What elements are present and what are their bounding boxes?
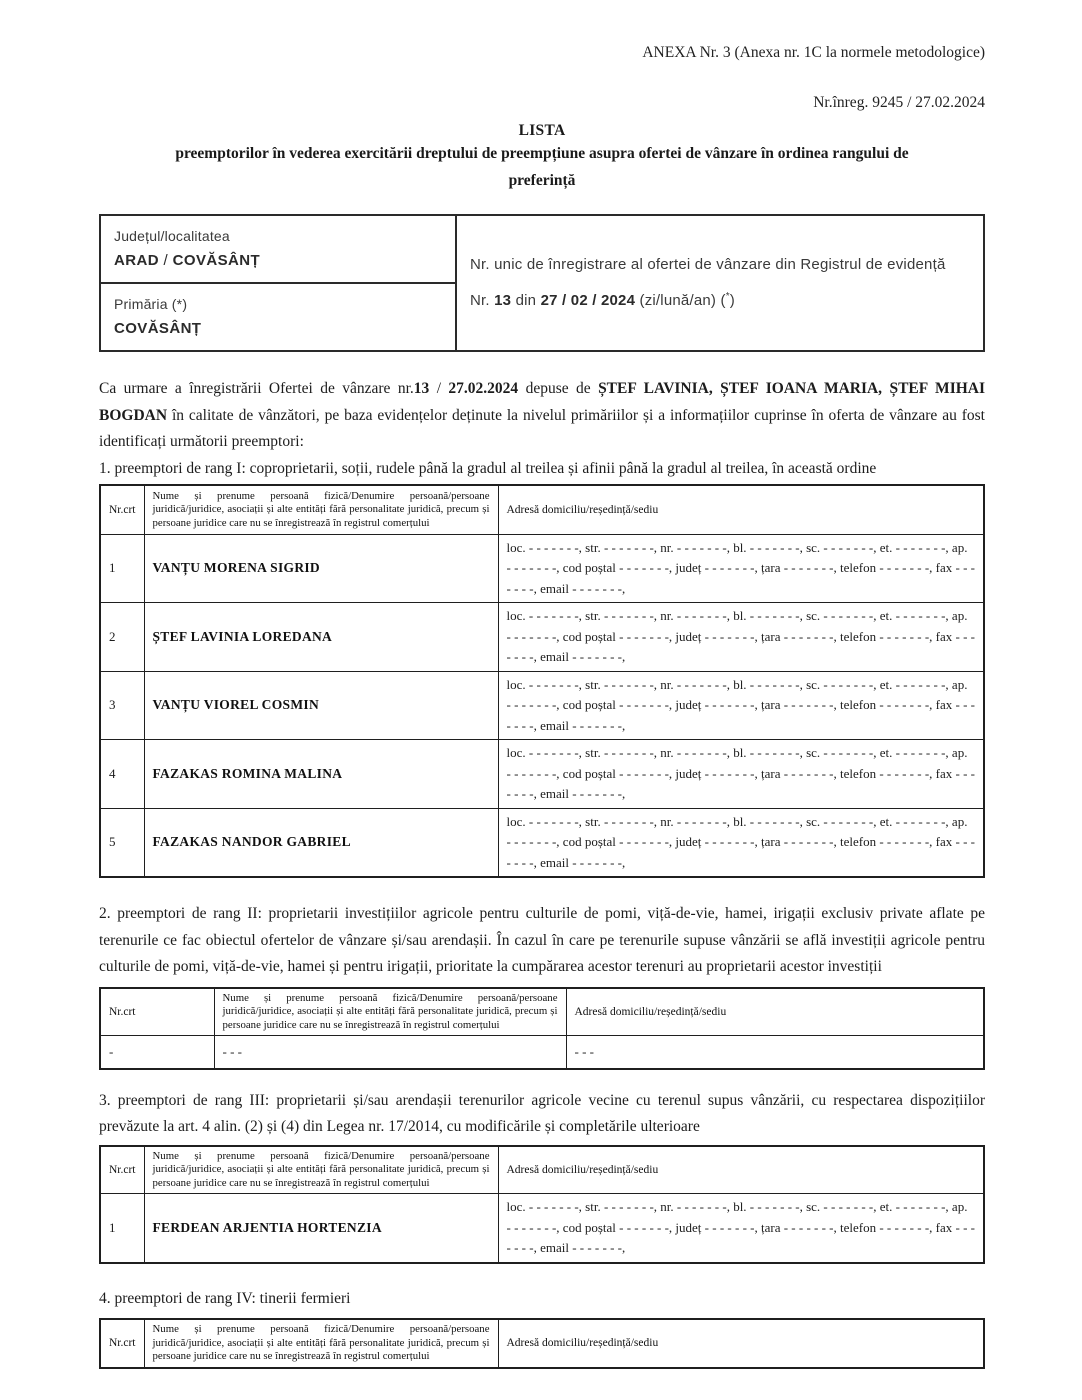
- row-number: 3: [100, 671, 144, 740]
- document-subtitle: [99, 140, 985, 194]
- person-address: - - -: [566, 1036, 984, 1069]
- county-name: ARAD: [114, 252, 159, 269]
- nr-label: Nr.: [470, 292, 495, 309]
- person-address: loc. - - - - - - -, str. - - - - - - -, nr. - - - - - - -, bl. - - - - - - -, sc. - - - - - - -, et. - - - - - - -, ap. - - - - - - -, cod poștal - - - - - - -, județ - - - - - - -, țara - - - - - - -, telefon - - - - - - -, fax - - - - - - -, email - - - - - - -,: [498, 808, 984, 877]
- document-title: LISTA: [518, 122, 566, 139]
- header-address: Adresă domiciliu/reședință/sediu: [566, 988, 984, 1036]
- table-header-row: [100, 988, 984, 1036]
- intro-separator: /: [429, 380, 449, 397]
- table-row: [100, 808, 984, 877]
- row-number: 5: [100, 808, 144, 877]
- person-address: loc. - - - - - - -, str. - - - - - - -, nr. - - - - - - -, bl. - - - - - - -, sc. - - - - - - -, et. - - - - - - -, ap. - - - - - - -, cod poștal - - - - - - -, județ - - - - - - -, țara - - - - - - -, telefon - - - - - - -, fax - - - - - - -, email - - - - - - -,: [498, 671, 984, 740]
- header-nrcrt: Nr.crt: [100, 1146, 144, 1194]
- rang4-table: [99, 1318, 985, 1369]
- table-header-row: [100, 1146, 984, 1194]
- section-rang2-heading: 2. preemptori de rang II: proprietarii investițiilor agricole pentru culturile de pomi, viță-de-vie, hamei, irigații exclusiv private aflate pe terenurile ce fac obiectul ofertelor de vânzare și/sau arendașii. În cazul în care pe terenurile supuse vânzării se află investiții agricole pentru culturile de pomi, viță-de-vie, hamei și pentru irigații, prioritate la cumpărarea acestor terenuri au proprietarii acestor investiții: [99, 905, 985, 975]
- cityhall-label: Primăria (*): [114, 296, 188, 312]
- header-address: Adresă domiciliu/reședință/sediu: [498, 1319, 984, 1368]
- table-row: [100, 603, 984, 672]
- header-name: Nume și prenume persoană fizică/Denumire persoană/persoane juridică/juridice, asociații și alte entități fără personalitate juridică, precum și persoane juridice care nu se înregistrează în registrul comerțului: [214, 988, 566, 1036]
- header-name: Nume și prenume persoană fizică/Denumire persoană/persoane juridică/juridice, asociații și alte entități fără personalitate juridică, precum și persoane juridice care nu se înregistrează în registrul comerțului: [144, 1146, 498, 1194]
- row-number: 1: [100, 1194, 144, 1263]
- cityhall-cell: [100, 283, 456, 351]
- header-nrcrt: Nr.crt: [100, 1319, 144, 1368]
- footnote-star: *: [725, 291, 730, 302]
- registration-number-line: [470, 282, 970, 316]
- person-name: ȘTEF LAVINIA LOREDANA: [144, 603, 498, 672]
- person-address: loc. - - - - - - -, str. - - - - - - -, nr. - - - - - - -, bl. - - - - - - -, sc. - - - - - - -, et. - - - - - - -, ap. - - - - - - -, cod poștal - - - - - - -, județ - - - - - - -, țara - - - - - - -, telefon - - - - - - -, fax - - - - - - -, email - - - - - - -,: [498, 740, 984, 809]
- date-format-note: (zi/lună/an) (: [635, 292, 726, 309]
- person-address: loc. - - - - - - -, str. - - - - - - -, nr. - - - - - - -, bl. - - - - - - -, sc. - - - - - - -, et. - - - - - - -, ap. - - - - - - -, cod poștal - - - - - - -, județ - - - - - - -, țara - - - - - - -, telefon - - - - - - -, fax - - - - - - -, email - - - - - - -,: [498, 1194, 984, 1263]
- header-name: Nume și prenume persoană fizică/Denumire persoană/persoane juridică/juridice, asociații și alte entități fără personalitate juridică, precum și persoane juridice care nu se înregistrează în registrul comerțului: [144, 1319, 498, 1368]
- table-header-row: [100, 485, 984, 534]
- table-row: [100, 1036, 984, 1069]
- header-nrcrt: Nr.crt: [100, 988, 214, 1036]
- header-name: Nume și prenume persoană fizică/Denumire persoană/persoane juridică/juridice, asociații și alte entități fără personalitate juridică, precum și persoane juridice care nu se înregistrează în registrul comerțului: [144, 485, 498, 534]
- row-number: -: [100, 1036, 214, 1069]
- table-row: [100, 671, 984, 740]
- section-rang4-heading: 4. preemptori de rang IV: tinerii fermieri: [99, 1289, 351, 1307]
- table-header-row: [100, 1319, 984, 1368]
- unique-registration-label: Nr. unic de înregistrare al ofertei de vânzare din Registrul de evidență: [470, 256, 946, 273]
- registration-info-table: [99, 214, 985, 352]
- cityhall-value: COVĂSÂNȚ: [114, 320, 202, 337]
- person-address: loc. - - - - - - -, str. - - - - - - -, nr. - - - - - - -, bl. - - - - - - -, sc. - - - - - - -, et. - - - - - - -, ap. - - - - - - -, cod poștal - - - - - - -, județ - - - - - - -, țara - - - - - - -, telefon - - - - - - -, fax - - - - - - -, email - - - - - - -,: [498, 603, 984, 672]
- row-number: 4: [100, 740, 144, 809]
- registration-note: Nr.înreg. 9245 / 27.02.2024: [813, 94, 985, 111]
- registration-date: 27 / 02 / 2024: [540, 292, 636, 309]
- locality-name: COVĂSÂNȚ: [172, 252, 261, 269]
- header-address: Adresă domiciliu/reședință/sediu: [498, 485, 984, 534]
- person-name: FERDEAN ARJENTIA HORTENZIA: [144, 1194, 498, 1263]
- table-row: [100, 534, 984, 603]
- person-name: - - -: [214, 1036, 566, 1069]
- unique-registration-cell: [456, 215, 984, 351]
- county-value: [114, 248, 442, 274]
- intro-paragraph: [99, 376, 985, 456]
- table-row: [100, 1194, 984, 1263]
- county-separator: /: [158, 252, 173, 269]
- county-label: Județul/localitatea: [114, 228, 230, 244]
- person-name: FAZAKAS ROMINA MALINA: [144, 740, 498, 809]
- offer-date: 27.02.2024: [448, 380, 519, 397]
- county-cell: [100, 215, 456, 283]
- offer-number: 13: [413, 380, 430, 397]
- section-rang3-heading: 3. preemptori de rang III: proprietarii și/sau arendașii terenurilor agricole vecine cu terenul supus vânzării, cu respectarea dispozițiilor prevăzute la art. 4 alin. (2) și (4) din Legea nr. 17/2014, cu modificările și completările ulterioare: [99, 1091, 985, 1135]
- paren-close: ): [729, 292, 735, 309]
- person-name: VANȚU MORENA SIGRID: [144, 534, 498, 603]
- din-label: din: [511, 292, 541, 309]
- person-address: loc. - - - - - - -, str. - - - - - - -, nr. - - - - - - -, bl. - - - - - - -, sc. - - - - - - -, et. - - - - - - -, ap. - - - - - - -, cod poștal - - - - - - -, județ - - - - - - -, țara - - - - - - -, telefon - - - - - - -, fax - - - - - - -, email - - - - - - -,: [498, 534, 984, 603]
- intro-text-1: Ca urmare a înregistrării Ofertei de vânzare nr.: [99, 380, 414, 397]
- person-name: VANȚU VIOREL COSMIN: [144, 671, 498, 740]
- subtitle-line-2: preferință: [508, 172, 576, 189]
- intro-text-3: în calitate de vânzători, pe baza evidențelor deținute la nivelul primăriilor și a informațiilor cuprinse în oferta de vânzare au fost identificați următorii preemptori:: [99, 406, 985, 450]
- table-row: [100, 740, 984, 809]
- person-name: FAZAKAS NANDOR GABRIEL: [144, 808, 498, 877]
- rang2-table: [99, 987, 985, 1070]
- registration-number: 13: [494, 292, 512, 309]
- rang3-table: [99, 1145, 985, 1264]
- header-address: Adresă domiciliu/reședință/sediu: [498, 1146, 984, 1194]
- row-number: 2: [100, 603, 144, 672]
- anexa-note: ANEXA Nr. 3 (Anexa nr. 1C la normele metodologice): [642, 44, 985, 61]
- header-nrcrt: Nr.crt: [100, 485, 144, 534]
- rang1-table: [99, 484, 985, 878]
- sellers-names: ȘTEF LAVINIA, ȘTEF IOANA MARIA, ȘTEF MIHAI BOGDAN: [99, 380, 986, 424]
- subtitle-line-1: preemptorilor în vederea exercitării dreptului de preempțiune asupra ofertei de vânzare în ordinea rangului de: [175, 145, 909, 162]
- section-rang1-heading: 1. preemptori de rang I: coproprietarii, soții, rudele până la gradul al treilea și afinii până la gradul al treilea, în această ordine: [99, 459, 877, 477]
- row-number: 1: [100, 534, 144, 603]
- intro-text-2: depuse de: [518, 380, 599, 397]
